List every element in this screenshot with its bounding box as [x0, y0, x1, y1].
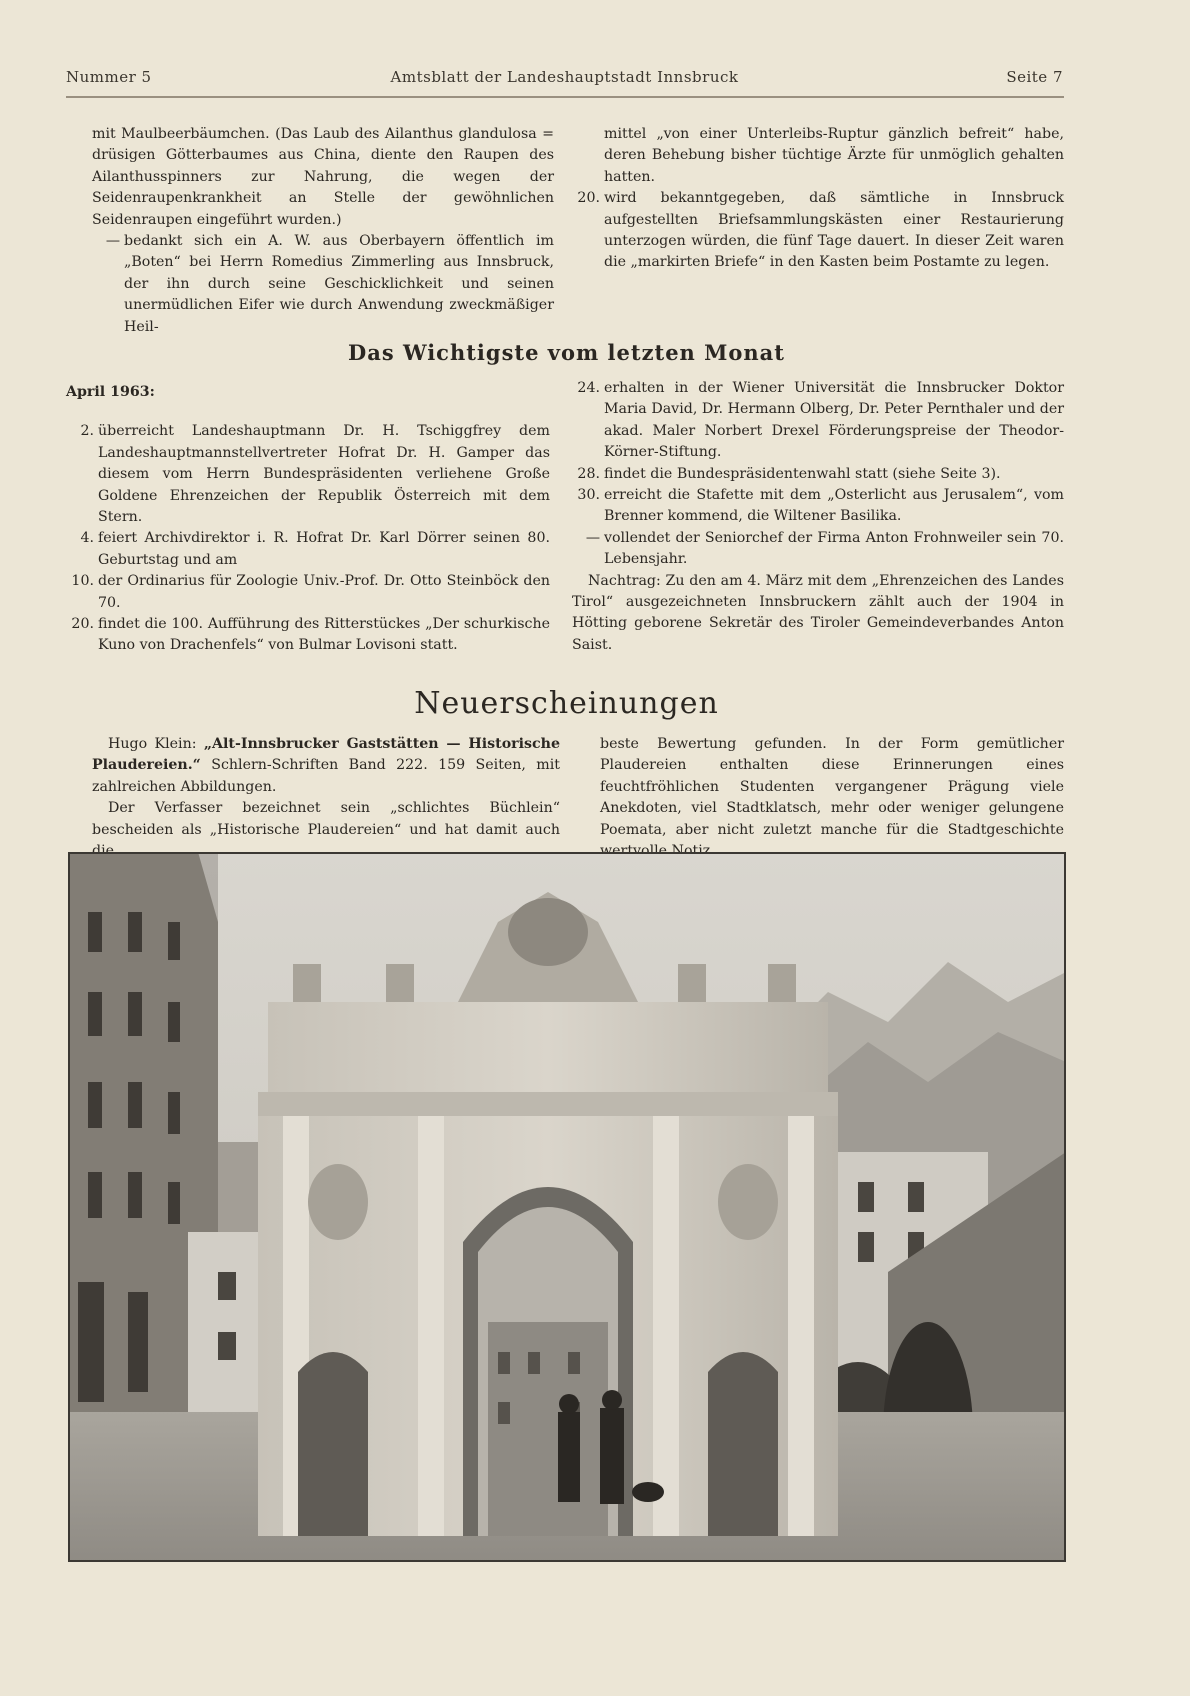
- item-text: findet die 100. Aufführung des Ritterstückes „Der schurkische Kuno von Drachenfels“ von Bulmar Lovisoni statt.: [98, 616, 550, 654]
- list-item: [572, 528, 1064, 571]
- review-left-column: [92, 734, 560, 862]
- item-text: erhalten in der Wiener Universität die Innsbrucker Doktor Maria David, Dr. Hermann Olberg, Dr. Peter Pernthaler und der akad. Maler Norbert Drexel Förderungspreise der Theodor-Körner-Stiftung.: [604, 380, 1064, 461]
- book-entry: [92, 734, 560, 798]
- page-header: [66, 68, 1063, 90]
- item-text: überreicht Landeshauptmann Dr. H. Tschiggfrey dem Landeshauptmannstellvertreter Hofrat Dr. H. Gamper das diesem vom Herrn Bundespräsidenten verliehene Große Goldene Ehrenzeichen der Republik Österreich mit dem Stern.: [98, 423, 550, 526]
- list-item: [66, 614, 550, 657]
- book-author: Hugo Klein:: [108, 736, 204, 752]
- top-left-column: [92, 124, 554, 338]
- item-number: 10.: [71, 573, 94, 590]
- item-text: bedankt sich ein A. W. aus Oberbayern öffentlich im „Boten“ bei Herrn Romedius Zimmerling aus Innsbruck, der ihn durch seine Geschicklichkeit und seinen unermüdlichen Eifer wie durch Anwendung zweckmäßiger Heil-: [124, 233, 554, 335]
- paragraph: mit Maulbeerbäumchen. (Das Laub des Ailanthus glandulosa = drüsigen Götterbaumes aus China, diente den Raupen des Ailanthusspinners zur Nahrung, die wegen der Seidenraupenkrankheit an Stelle der gewöhnlichen Seidenraupen eingeführt wurden.): [92, 126, 554, 228]
- item-text: vollendet der Seniorchef der Firma Anton Frohnweiler sein 70. Lebensjahr.: [604, 529, 1064, 568]
- paragraph: mittel „von einer Unterleibs-Ruptur gänzlich befreit“ habe, deren Behebung bisher tüchtige Ärzte für unmöglich gehalten hatten.: [604, 126, 1064, 185]
- item-number: 24.: [577, 380, 600, 396]
- item-text: feiert Archivdirektor i. R. Hofrat Dr. Karl Dörrer seinen 80. Geburtstag und am: [98, 530, 550, 568]
- item-dash: —: [105, 233, 120, 250]
- review-text: beste Bewertung gefunden. In der Form gemütlicher Plaudereien enthalten diese Erinnerungen eines feuchtfröhlichen Studenten vergangener Prägung viele Anekdoten, viel Stadtklatsch, mehr oder weniger gelungene Poemata, aber nicht zuletzt manche für die Stadtgeschichte: [600, 736, 1064, 838]
- paragraph-item: [92, 231, 554, 338]
- header-rule: [66, 96, 1064, 98]
- item-number: —: [585, 529, 600, 546]
- triumphal-arch-photo: [68, 852, 1066, 1562]
- list-item: [572, 464, 1064, 485]
- top-right-column: [572, 124, 1064, 274]
- nachtrag-paragraph: Nachtrag: Zu den am 4. März mit dem „Ehrenzeichen des Landes Tirol“ ausgezeichneten Innsbruckern zählt auch der 1904 in Hötting geborene Sekretär des Tiroler Gemeindeverbandes Anton Saist.: [572, 572, 1064, 653]
- list-item: [66, 571, 550, 614]
- monthly-left-column: [66, 382, 550, 657]
- section-title-monthly: Das Wichtigste vom letzten Monat: [348, 340, 785, 365]
- review-text: Der Verfasser bezeichnet sein „schlichtes Büchlein“ bescheiden als „Historische Plaudereien“ und hat damit auch: [92, 800, 560, 838]
- list-item: [572, 485, 1064, 528]
- list-item: [572, 378, 1064, 464]
- item-number: 4.: [80, 530, 94, 547]
- issue-number: Nummer 5: [66, 68, 152, 86]
- item-number: 30.: [577, 487, 600, 504]
- item-text: erreicht die Stafette mit dem „Osterlicht aus Jerusalem“, vom Brenner kommend, die Wiltener Basilika.: [604, 487, 1064, 525]
- item-number: 20.: [577, 190, 600, 207]
- section-title-new-releases: Neuerscheinungen: [414, 686, 719, 721]
- page-number: Seite 7: [1006, 68, 1063, 86]
- book-meta: Schlern-Schriften Band 222. 159 Seiten, mit zahlreichen Abbildungen.: [92, 757, 560, 795]
- list-item: [66, 528, 550, 571]
- publication-title: Amtsblatt der Landeshauptstadt Innsbruck: [390, 68, 739, 86]
- item-number: 20.: [71, 616, 94, 633]
- month-heading: April 1963:: [66, 384, 155, 400]
- item-number: 28.: [577, 465, 600, 482]
- book-title: „Alt-Innsbrucker Gaststätten — Historische Plaudereien.“: [92, 736, 560, 774]
- item-text: der Ordinarius für Zoologie Univ.-Prof. Dr. Otto Steinböck den 70.: [98, 573, 550, 611]
- item-text: wird bekanntgegeben, daß sämtliche in Innsbruck aufgestellten Briefsammlungskästen einer Restaurierung unterzogen würden, die fünf Tage dauert. In dieser Zeit waren die „markirten Briefe“ in den Kasten beim Postamte zu legen.: [604, 190, 1064, 271]
- monthly-right-column: [572, 378, 1064, 656]
- item-text: findet die Bundespräsidentenwahl statt (siehe Seite 3).: [604, 465, 1001, 482]
- item-number: 2.: [80, 423, 94, 440]
- paragraph-item: [572, 188, 1064, 274]
- list-item: [66, 421, 550, 528]
- review-right-column: [600, 734, 1064, 862]
